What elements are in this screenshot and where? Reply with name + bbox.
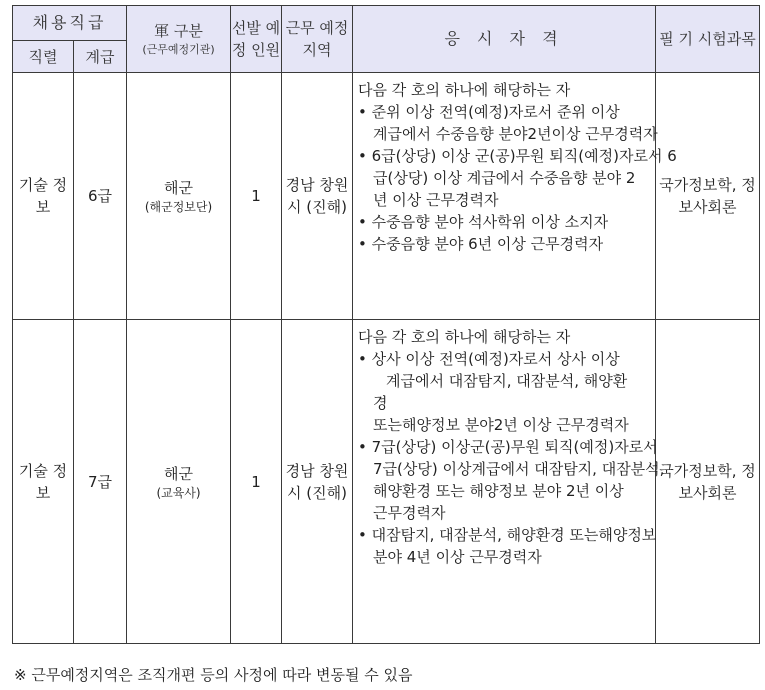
exam-cell: 국가정보학, 정보사회론 (656, 73, 760, 320)
qual-line: • 준위 이상 전역(예정)자로서 준위 이상 (358, 103, 620, 121)
header-row-1 (13, 6, 760, 41)
footer-note: ※ 근무예정지역은 조직개편 등의 사정에 따라 변동될 수 있음 (14, 666, 413, 684)
qual-line: 다음 각 호의 하나에 해당하는 자 (358, 328, 571, 346)
header-qualifications: 응 시 자 격 (353, 6, 656, 73)
area-cell: 경남 창원시 (진해) (282, 320, 353, 644)
qual-line: • 수중음향 분야 6년 이상 근무경력자 (358, 235, 604, 253)
qual-line: 급(상당) 이상 계급에서 수중음향 분야 2 (373, 169, 636, 187)
qual-line: • 상사 이상 전역(예정)자로서 상사 이상 (358, 350, 620, 368)
qual-line: • 7급(상당) 이상군(공)무원 퇴직(예정)자로서 (358, 438, 658, 456)
header-work-area: 근무 예정 지역 (282, 6, 353, 73)
qual-line: 또는해양정보 분야2년 이상 근무경력자 (373, 416, 629, 434)
qual-line: 분야 4년 이상 근무경력자 (373, 548, 542, 566)
header-military-division: 軍 구분 (근무예정기관) (127, 6, 231, 73)
header-grade: 계급 (74, 41, 127, 73)
grade-cell: 7급 (74, 320, 127, 644)
qual-line: • 대잠탐지, 대잠분석, 해양환경 또는해양정보 (358, 526, 657, 544)
qual-line: 7급(상당) 이상계급에서 대잠탐지, 대잠분석, (373, 460, 665, 478)
grade-cell: 6급 (74, 73, 127, 320)
job-series-cell: 기술 정보 (13, 320, 74, 644)
qualifications-cell (353, 320, 665, 644)
qual-line: 다음 각 호의 하나에 해당하는 자 (358, 81, 571, 99)
table-row (13, 73, 760, 320)
table-row (13, 320, 760, 644)
exam-cell: 국가정보학, 정보사회론 (656, 320, 760, 644)
count-cell: 1 (231, 73, 282, 320)
header-written-exam: 필 기 시험과목 (656, 6, 760, 73)
job-series-cell: 기술 정보 (13, 73, 74, 320)
area-cell: 경남 창원시 (진해) (282, 73, 353, 320)
military-cell: 해군 (교육사) (127, 320, 231, 644)
qual-line: • 수중음향 분야 석사학위 이상 소지자 (358, 213, 609, 231)
qual-line: • 6급(상당) 이상 군(공)무원 퇴직(예정)자로서 6 (358, 147, 677, 165)
qual-line: 근무경력자 (373, 504, 446, 522)
qualifications-cell (353, 73, 677, 320)
header-recruit-grade: 채용직급 (13, 6, 127, 41)
header-selection-count: 선발 예정 인원 (231, 6, 282, 73)
qual-line: 해양환경 또는 해양정보 분야 2년 이상 (373, 482, 624, 500)
header-job-series: 직렬 (13, 41, 74, 73)
military-cell: 해군 (해군정보단) (127, 73, 231, 320)
count-cell: 1 (231, 320, 282, 644)
qual-line: 계급에서 수중음향 분야2년이상 근무경력자 (373, 125, 658, 143)
qual-line: 계급에서 대잠탐지, 대잠분석, 해양환 (386, 372, 628, 390)
recruitment-table (12, 5, 760, 644)
qual-line: 년 이상 근무경력자 (373, 191, 499, 209)
qual-line: 경 (373, 394, 388, 412)
